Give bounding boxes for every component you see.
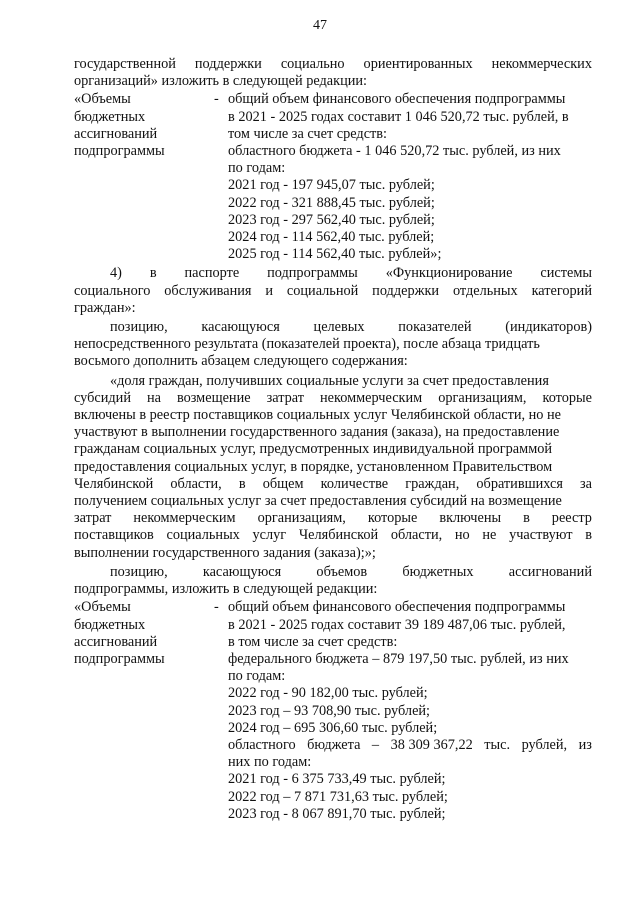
item-4-line-3: граждан»: xyxy=(74,299,136,316)
document-body xyxy=(74,56,592,823)
item-4-line-2: социального обслуживания и социальной поддержки отдельных категорий xyxy=(74,282,592,299)
quote-line-5: гражданам социальных услуг, предусмотренных индивидуальной программой xyxy=(74,441,553,458)
position-1-line-3: восьмого дополнить абзацем следующего содержания: xyxy=(74,353,408,370)
position-1-line-2: непосредственного результата (показателей проекта), после абзаца тридцать xyxy=(74,336,540,353)
item-4-line-1: 4) в паспорте подпрограммы «Функционирование системы xyxy=(110,265,592,282)
budget-table-1-values: общий объем финансового обеспечения подпрограммы в 2021 - 2025 годах составит 1 046 520,72 тыс. рублей, в том числе за счет средств: областного бюджета - 1 046 520,72 тыс. рублей, из них по годам: 2021 год - 197 945,07 тыс. рублей; 2022 год - 321 888,45 тыс. рублей; 2023 год - 297 562,40 тыс. рублей; 2024 год - 114 562,40 тыс. рублей; 2025 год - 114 562,40 тыс. рублей»; xyxy=(228,91,569,263)
position-1-line-1: позицию, касающуюся целевых показателей (индикаторов) xyxy=(110,319,592,336)
position-2-line-1: позицию, касающуюся объемов бюджетных ассигнований xyxy=(110,563,592,580)
quote-line-2: субсидий на возмещение затрат некоммерческим организациям, которые xyxy=(74,389,592,406)
budget-table-2-label: «Объемы бюджетных ассигнований подпрограммы xyxy=(74,599,165,667)
quote-line-6: предоставления социальных услуг, в порядке, установленном Правительством xyxy=(74,458,553,475)
position-2-line-2: подпрограммы, изложить в следующей редакции: xyxy=(74,581,378,598)
budget-table-2-dash: - xyxy=(214,599,219,616)
budget-table-1-dash: - xyxy=(214,91,219,108)
budget-table-2 xyxy=(74,599,592,823)
intro-line-1: государственной поддержки социально ориентированных некоммерческих xyxy=(74,56,592,72)
intro-line-2: организаций» изложить в следующей редакции: xyxy=(74,73,368,90)
quote-last-line: выполнении государственного задания (заказа);»; xyxy=(74,544,376,561)
budget-table-1 xyxy=(74,91,592,263)
regional-budget-line: областного бюджета – 38 309 367,22 тыс. рублей, из xyxy=(228,736,592,753)
quote-line-3: включены в реестр поставщиков социальных услуг Челябинской области, но не xyxy=(74,407,562,424)
budget-table-2-values: общий объем финансового обеспечения подпрограммы в 2021 - 2025 годах составит 39 189 487,06 тыс. рублей, в том числе за счет средств: федерального бюджета – 879 197,50 тыс. рублей, из них по годам: 2022 год - 90 182,00 тыс. рублей; 2023 год – 93 708,90 тыс. рублей; 2024 год – 695 306,60 тыс. рублей; областного бюджета – 38 309 367,22 тыс. рублей, из них по годам: 2021 год - 6 375 733,49 тыс. рублей; 2022 год – 7 871 731,63 тыс. рублей; 2023 год - 8 067 891,70 тыс. рублей; xyxy=(228,599,592,822)
quote-line-1: «доля граждан, получивших социальные услуги за счет предоставления xyxy=(110,372,549,389)
quote-line-8: получением социальных услуг за счет предоставления субсидий на возмещение xyxy=(74,493,562,510)
quote-line-9: затрат некоммерческим организациям, которые включены в реестр xyxy=(74,510,592,527)
page-number: 47 xyxy=(313,18,327,33)
quote-line-7: Челябинской области, в общем количестве граждан, обратившихся за xyxy=(74,475,592,492)
quote-line-4: участвуют в выполнении государственного задания (заказа), на предоставление xyxy=(74,424,560,441)
budget-table-1-label: «Объемы бюджетных ассигнований подпрограммы xyxy=(74,91,165,160)
quote-line-10: поставщиков социальных услуг Челябинской области, но не участвуют в xyxy=(74,527,592,544)
